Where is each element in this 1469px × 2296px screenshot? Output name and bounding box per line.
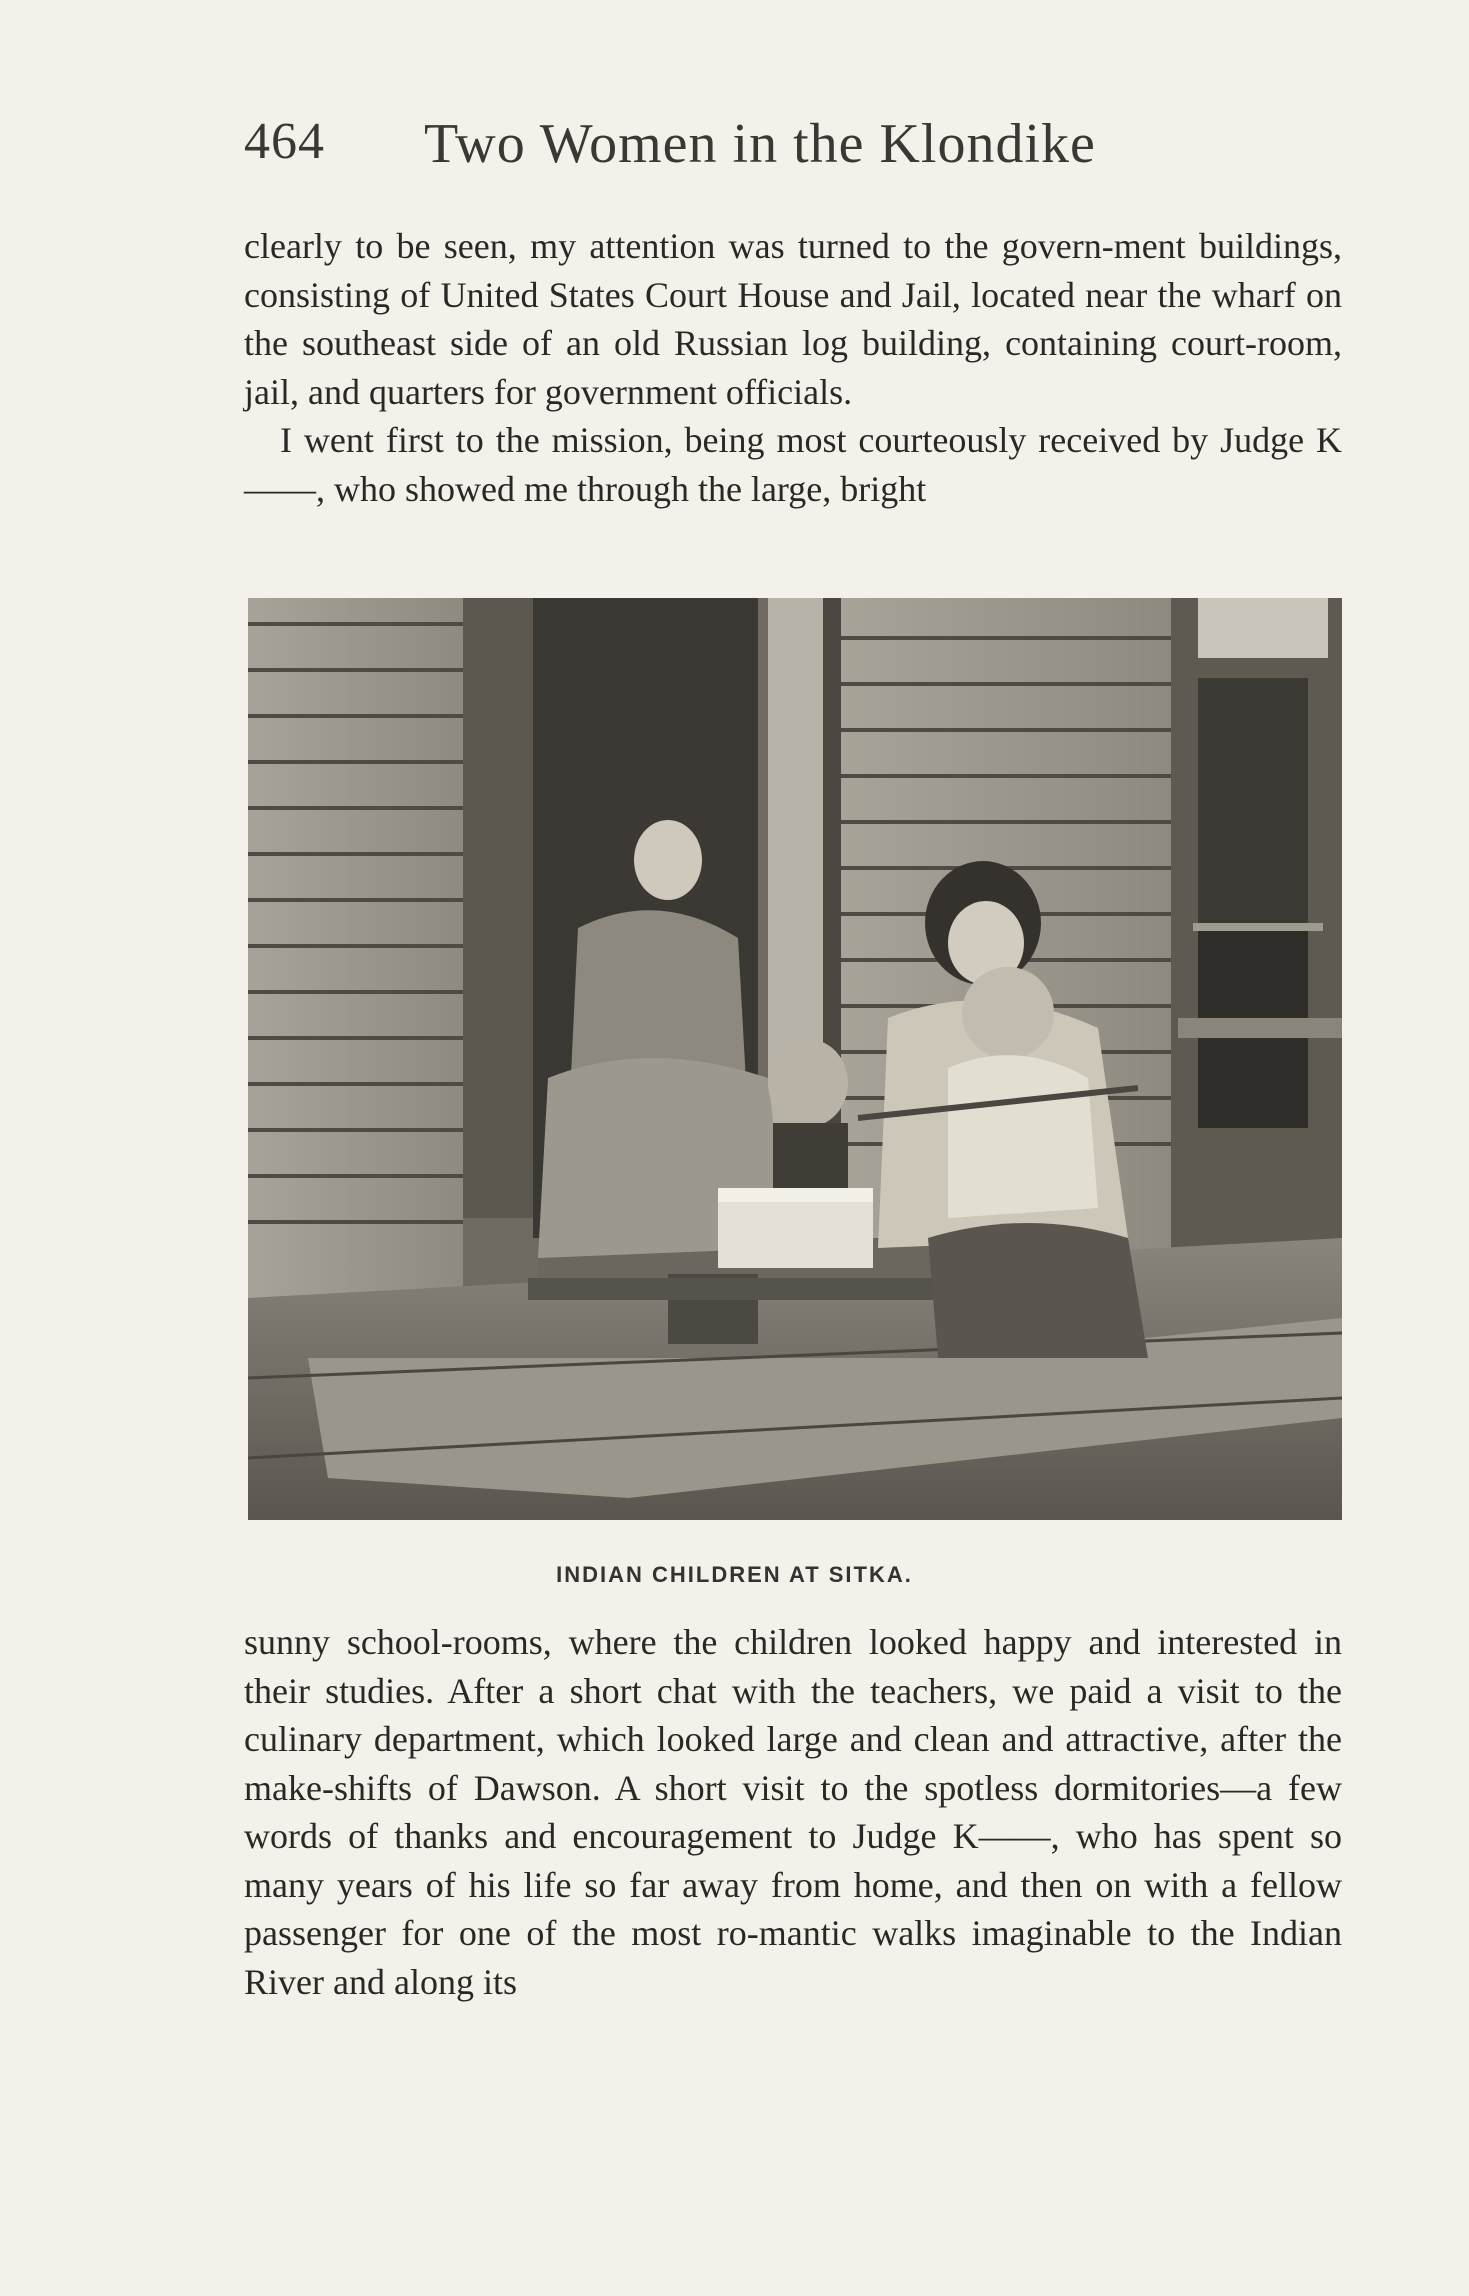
body-text-bottom (244, 1618, 1342, 2006)
paragraph: I went first to the mission, being most courteously received by Judge K——, who showed me through the large, bright (244, 420, 1342, 509)
photograph-indian-children (248, 598, 1342, 1520)
paragraph: clearly to be seen, my attention was turned to the govern-ment buildings, consisting of United States Court House and Jail, located near the wharf on the southeast side of an old Russian log building, containing court-room, jail, and quarters for government officials. (244, 226, 1342, 412)
body-text-top (244, 222, 1342, 513)
paragraph: sunny school-rooms, where the children looked happy and interested in their studies. After a short chat with the teachers, we paid a visit to the culinary department, which looked large and clean and attractive, after the make-shifts of Dawson. A short visit to the spotless dormitories—a few words of thanks and encouragement to Judge K——, who has spent so many years of his life so far away from home, and then on with a fellow passenger for one of the most ro-mantic walks imaginable to the Indian River and along its (244, 1622, 1342, 2002)
photo-illustration (248, 598, 1342, 1520)
running-title: Two Women in the Klondike (424, 113, 1096, 175)
page-header (244, 112, 1344, 182)
page-number: 464 (244, 113, 325, 170)
figure-caption: INDIAN CHILDREN AT SITKA. (556, 1562, 913, 1587)
